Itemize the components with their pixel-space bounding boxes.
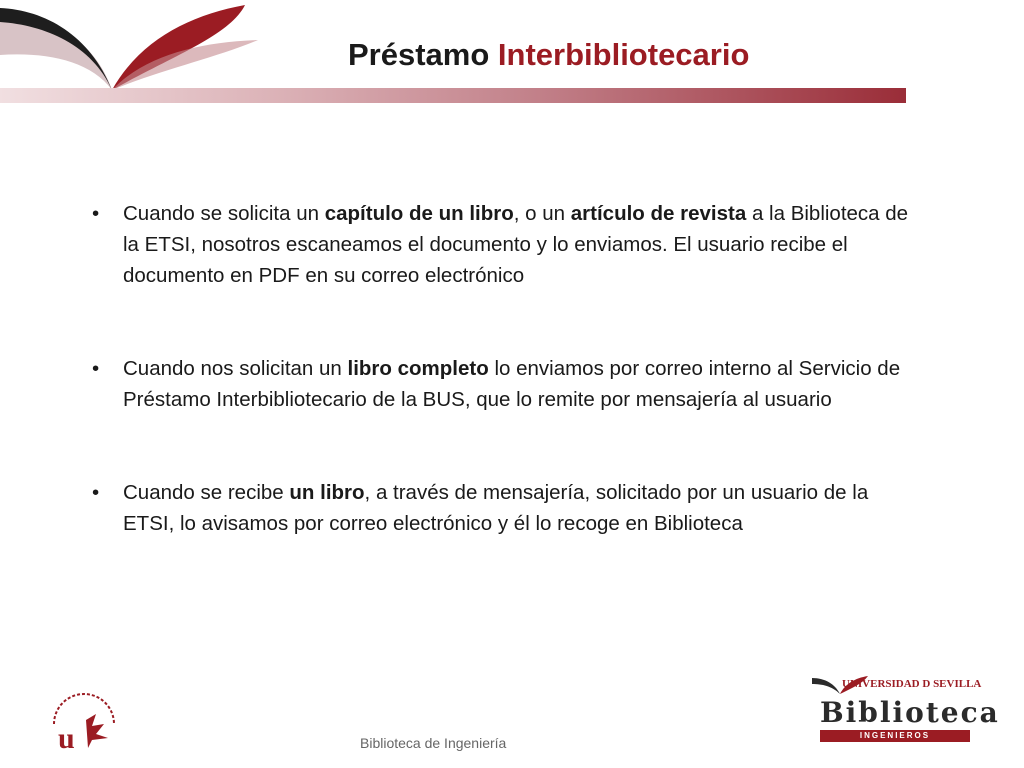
library-band — [820, 730, 970, 742]
title-part-1: Préstamo — [348, 37, 490, 72]
bullet-item: • Cuando nos solicitan un libro completo lo enviamos por correo interno al Servicio de Préstamo Interbibliotecario de la BUS, que lo remite por mensajería al usuario — [92, 353, 922, 415]
bullet-dot-icon: • — [92, 357, 100, 380]
bullet-list — [92, 198, 922, 601]
header-gradient-bar — [0, 88, 906, 103]
footer-text: Biblioteca de Ingeniería — [360, 735, 507, 751]
slide-title — [348, 38, 749, 72]
library-name-text: Biblioteca — [820, 696, 1000, 729]
biblioteca-ingenieros-logo — [806, 672, 1000, 746]
bullet-dot-icon: • — [92, 202, 100, 225]
book-graphic-icon — [0, 0, 260, 95]
bullet-dot-icon: • — [92, 481, 100, 504]
title-part-2: Interbibliotecario — [497, 37, 750, 72]
library-band-text: INGENIEROS — [859, 731, 931, 740]
library-university-text: UNIVERSIDAD D SEVILLA — [842, 678, 982, 690]
svg-text:u: u — [58, 722, 75, 750]
universidad-sevilla-seal-icon — [48, 690, 120, 750]
bullet-item: • Cuando se solicita un capítulo de un libro, o un artículo de revista a la Biblioteca de la ETSI, nosotros escaneamos el documento y lo enviamos. El usuario recibe el documento en PDF en su correo electrónico — [92, 198, 922, 291]
bullet-item: • Cuando se recibe un libro, a través de mensajería, solicitado por un usuario de la ETSI, lo avisamos por correo electrónico y él lo recoge en Biblioteca — [92, 477, 922, 539]
